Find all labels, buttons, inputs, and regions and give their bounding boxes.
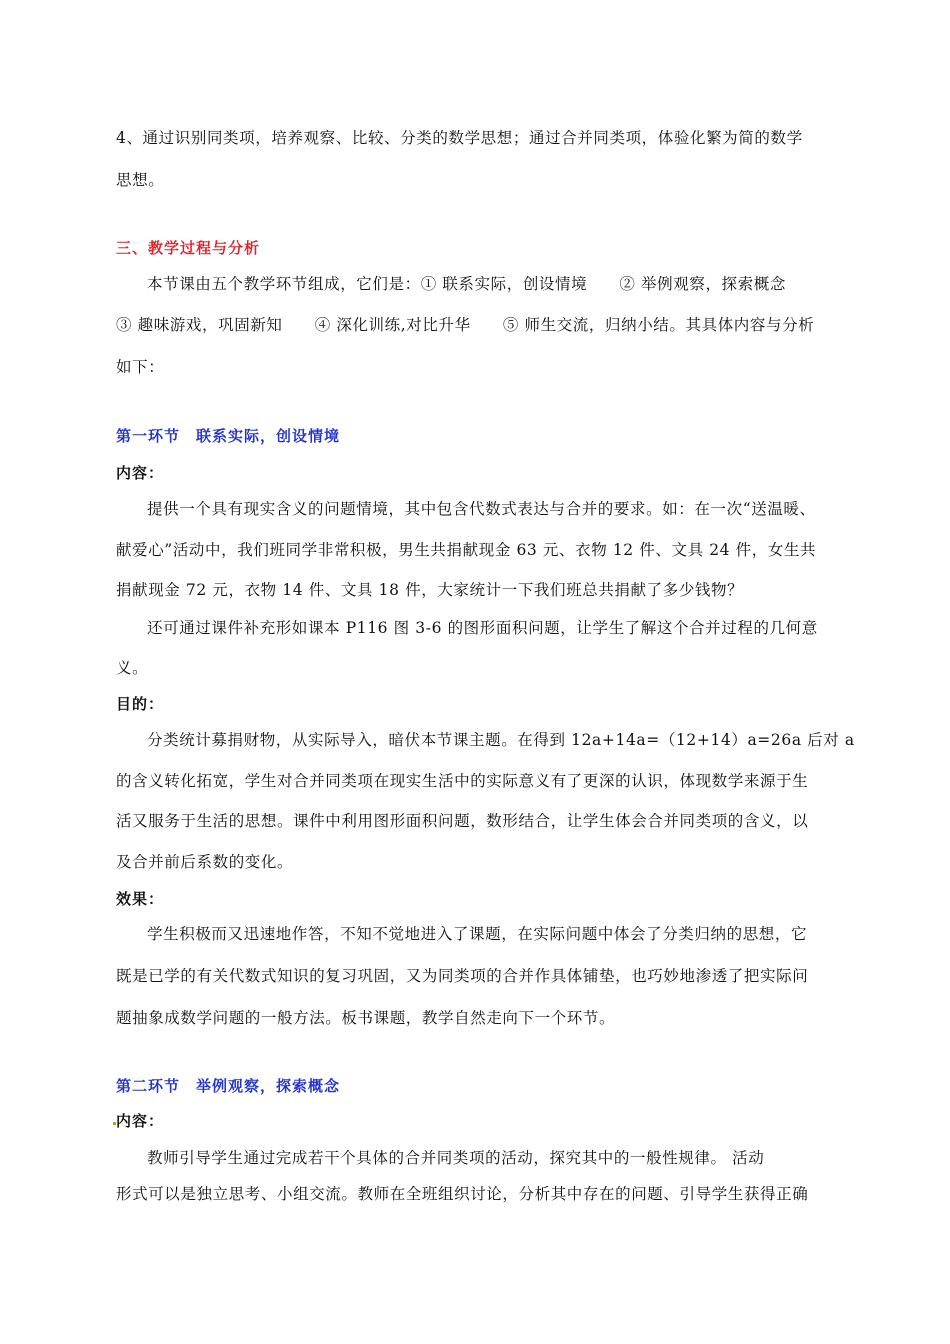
paragraph-line: 本节课由五个教学环节组成，它们是：① 联系实际，创设情境 ② 举例观察，探索概念 (147, 275, 786, 293)
paragraph-line: 4、通过识别同类项，培养观察、比较、分类的数学思想；通过合并同类项，体验化繁为简的数学 (116, 129, 803, 147)
subheading-purpose: 目的： (116, 695, 165, 713)
subheading-content: 内容： (116, 464, 165, 482)
stage-heading: 第二环节 举例观察，探索概念 (116, 1077, 341, 1095)
subheading-effect: 效果： (116, 890, 165, 908)
paragraph-line: 捐献现金 72 元，衣物 14 件、文具 18 件，大家统计一下我们班总共捐献了多少钱物？ (116, 581, 744, 599)
paragraph-line: 分类统计募捐财物，从实际导入，暗伏本节课主题。在得到 12a+14a=（12+14）a=26a 后对 a (147, 731, 855, 749)
stage-heading: 第一环节 联系实际，创设情境 (116, 427, 341, 445)
paragraph-line: 还可通过课件补充形如课本 P116 图 3-6 的图形面积问题，让学生了解这个合并过程的几何意 (147, 619, 818, 637)
paragraph-line: 如下： (116, 358, 165, 376)
paragraph-line: 及合并前后系数的变化。 (116, 853, 294, 871)
paragraph-line: 既是已学的有关代数式知识的复习巩固，又为同类项的合并作具体铺垫，也巧妙地渗透了把实际问 (116, 967, 809, 985)
section-heading: 三、教学过程与分析 (116, 239, 261, 257)
paragraph-line: 思想。 (116, 171, 165, 189)
paragraph-line: 提供一个具有现实含义的问题情境，其中包含代数式表达与合并的要求。如：在一次“送温暖、 (147, 500, 816, 518)
paragraph-line: 活又服务于生活的思想。课件中利用图形面积问题，数形结合，让学生体会合并同类项的含义，以 (116, 812, 809, 830)
paragraph-line: 义。 (116, 659, 149, 677)
paragraph-line: 教师引导学生通过完成若干个具体的合并同类项的活动，探究其中的一般性规律。 活动 (147, 1149, 765, 1167)
subheading-content: 内容： (116, 1112, 165, 1130)
paragraph-line: 学生积极而又迅速地作答，不知不觉地进入了课题，在实际问题中体会了分类归纳的思想，它 (147, 925, 808, 943)
paragraph-line: 形式可以是独立思考、小组交流。教师在全班组织讨论，分析其中存在的问题、引导学生获得正确 (116, 1185, 809, 1203)
paragraph-line: ③ 趣味游戏，巩固新知 ④ 深化训练,对比升华 ⑤ 师生交流，归纳小结。其具体内容与分析 (116, 316, 815, 334)
paragraph-line: 题抽象成数学问题的一般方法。板书课题，教学自然走向下一个环节。 (116, 1009, 616, 1027)
paragraph-line: 献爱心”活动中，我们班同学非常积极，男生共捐献现金 63 元、衣物 12 件、文具 24 件，女生共 (116, 541, 817, 559)
paragraph-line: 的含义转化拓宽，学生对合并同类项在现实生活中的实际意义有了更深的认识，体现数学来源于生 (116, 772, 809, 790)
